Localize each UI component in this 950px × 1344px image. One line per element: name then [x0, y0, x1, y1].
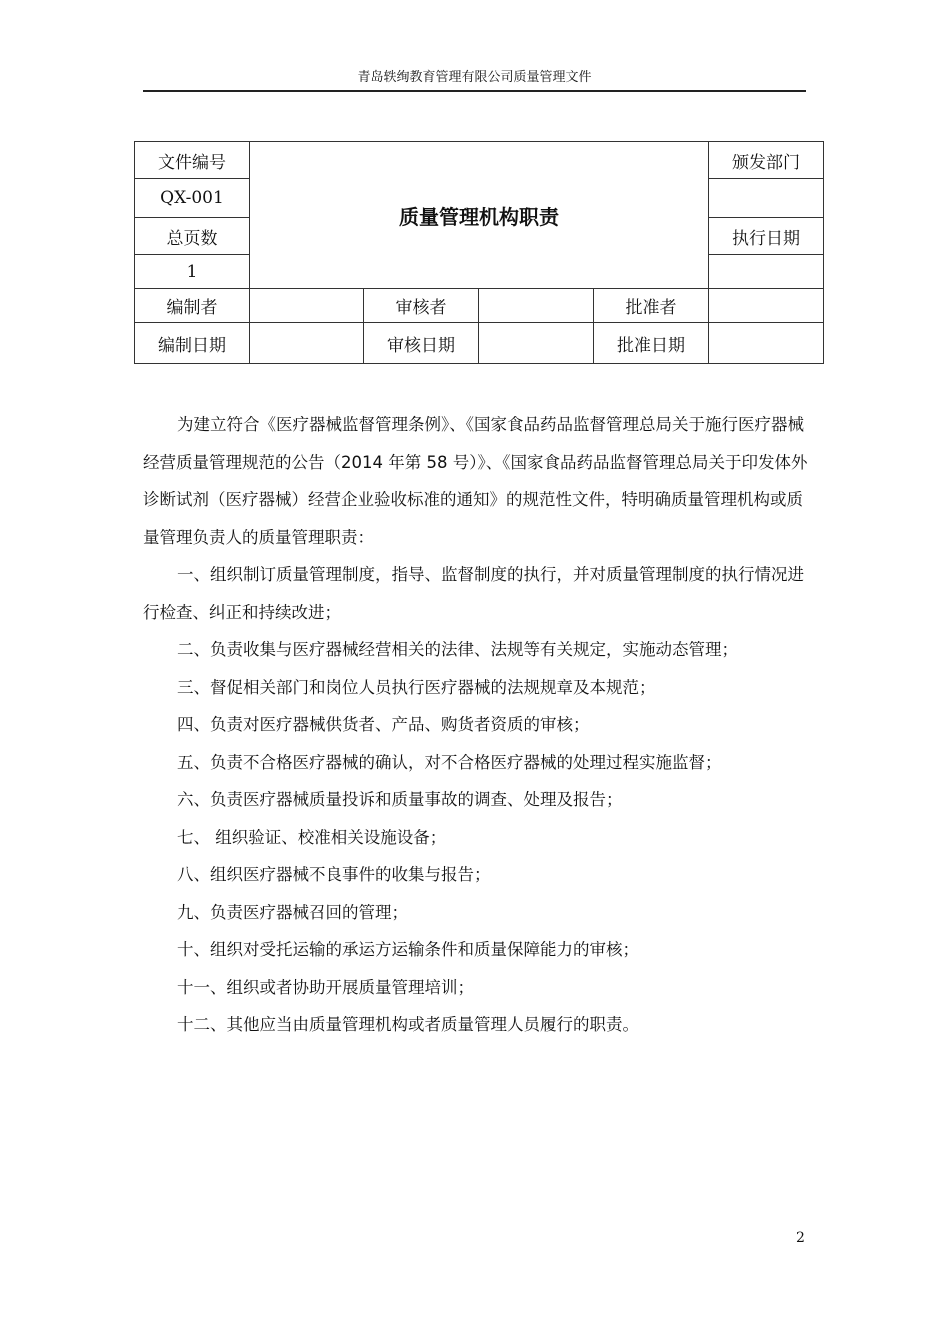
reviewer-label: 审核者	[364, 289, 479, 323]
pages-value: 1	[135, 255, 250, 289]
approver-label: 批准者	[594, 289, 709, 323]
duty-item: 六、负责医疗器械质量投诉和质量事故的调查、处理及报告；	[177, 790, 623, 809]
duty-item: 一、组织制订质量管理制度，指导、监督制度的执行，并对质量管理制度的执行情况进行检查、纠正和持续改进；	[143, 565, 804, 622]
page-number: 2	[796, 1230, 805, 1246]
dept-value	[709, 179, 824, 218]
dept-label: 颁发部门	[709, 142, 824, 179]
intro-paragraph: 为建立符合《医疗器械监督管理条例》、《国家食品药品监督管理总局关于施行医疗器械经营质量管理规范的公告（2014 年第 58 号）》、《国家食品药品监督管理总局关于印发体外诊断试剂（医疗器械）经营企业验收标准的通知》的规范性文件，特明确质量管理机构或质量管理负责人的质量管理职责：	[143, 415, 808, 547]
duty-item: 八、组织医疗器械不良事件的收集与报告；	[177, 865, 491, 884]
duty-item: 十、组织对受托运输的承运方运输条件和质量保障能力的审核；	[177, 940, 639, 959]
approve-date-value	[709, 323, 824, 364]
review-date-label: 审核日期	[364, 323, 479, 364]
doc-no-value: QX-001	[135, 179, 250, 218]
approve-date-label: 批准日期	[594, 323, 709, 364]
document-body	[143, 406, 815, 1044]
doc-no-label: 文件编号	[135, 142, 250, 179]
duty-item: 十二、其他应当由质量管理机构或者质量管理人员履行的职责。	[177, 1015, 639, 1034]
author-label: 编制者	[135, 289, 250, 323]
duty-item: 三、督促相关部门和岗位人员执行医疗器械的法规规章及本规范；	[177, 677, 656, 697]
approver-value	[709, 289, 824, 323]
document-info-table	[134, 141, 824, 364]
author-date-value	[250, 323, 364, 364]
duty-item: 五、负责不合格医疗器械的确认，对不合格医疗器械的处理过程实施监督；	[177, 752, 722, 772]
review-date-value	[479, 323, 594, 364]
document-title: 质量管理机构职责	[250, 142, 709, 289]
duty-item: 十一、组织或者协助开展质量管理培训；	[177, 977, 474, 997]
pages-label: 总页数	[135, 218, 250, 255]
exec-date-value	[709, 255, 824, 289]
duty-item: 七、 组织验证、校准相关设施设备；	[177, 827, 447, 847]
duty-item: 九、负责医疗器械召回的管理；	[177, 902, 408, 922]
author-value	[250, 289, 364, 323]
duty-item: 四、负责对医疗器械供货者、产品、购货者资质的审核；	[177, 715, 590, 734]
duty-item: 二、负责收集与医疗器械经营相关的法律、法规等有关规定，实施动态管理；	[177, 640, 738, 659]
author-date-label: 编制日期	[135, 323, 250, 364]
page-header: 青岛轶绚教育管理有限公司质量管理文件	[143, 66, 806, 92]
exec-date-label: 执行日期	[709, 218, 824, 255]
reviewer-value	[479, 289, 594, 323]
